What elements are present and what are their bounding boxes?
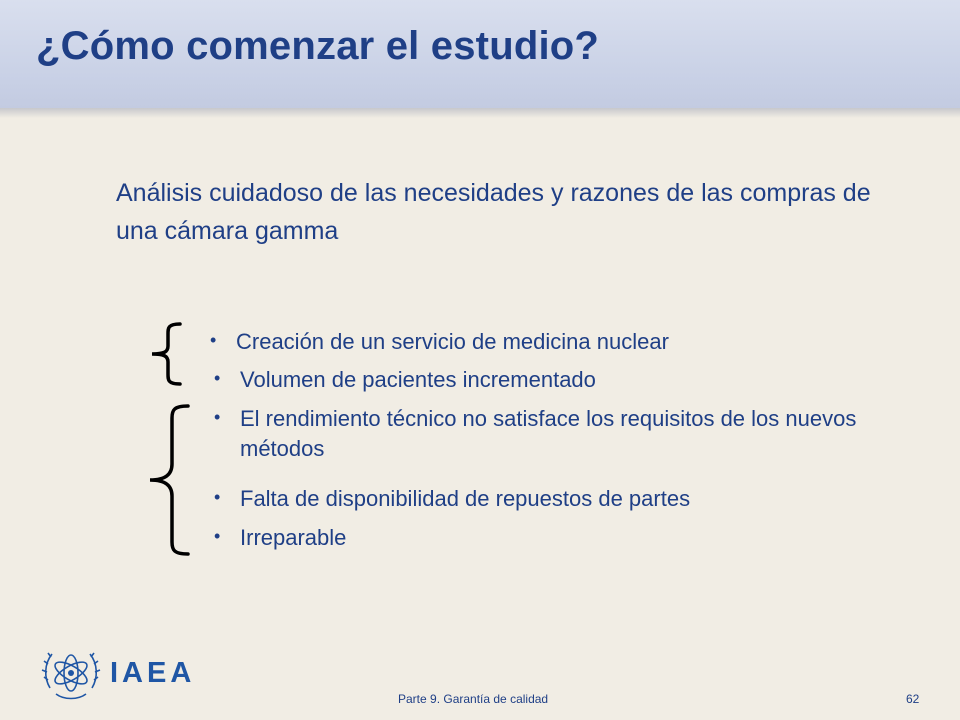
list-item xyxy=(212,365,596,395)
list-item-text: El rendimiento técnico no satisface los requisitos de los nuevos métodos xyxy=(240,406,857,461)
iaea-logo-text: IAEA xyxy=(110,657,196,689)
bullet-dot-icon: • xyxy=(210,330,217,350)
bullet-dot-icon: • xyxy=(214,407,221,427)
list-item-text: Irreparable xyxy=(240,525,347,550)
list-item xyxy=(212,484,690,514)
list-item-text: Creación de un servicio de medicina nuclear xyxy=(236,329,669,354)
slide-title: ¿Cómo comenzar el estudio? xyxy=(36,24,600,68)
list-item xyxy=(208,327,669,357)
list-item xyxy=(212,404,940,464)
iaea-emblem-icon xyxy=(38,640,104,706)
page-number: 62 xyxy=(906,692,920,706)
bullet-dot-icon: • xyxy=(214,487,221,507)
bullet-dot-icon: • xyxy=(214,526,221,546)
intro-text: Análisis cuidadoso de las necesidades y razones de las compras de una cámara gamma xyxy=(116,179,871,245)
list-item xyxy=(212,523,346,553)
list-item-text: Falta de disponibilidad de repuestos de partes xyxy=(240,486,691,511)
list-item-text: Volumen de pacientes incrementado xyxy=(240,367,596,392)
footer-caption: Parte 9. Garantía de calidad xyxy=(398,692,549,706)
bullet-dot-icon: • xyxy=(214,368,221,388)
